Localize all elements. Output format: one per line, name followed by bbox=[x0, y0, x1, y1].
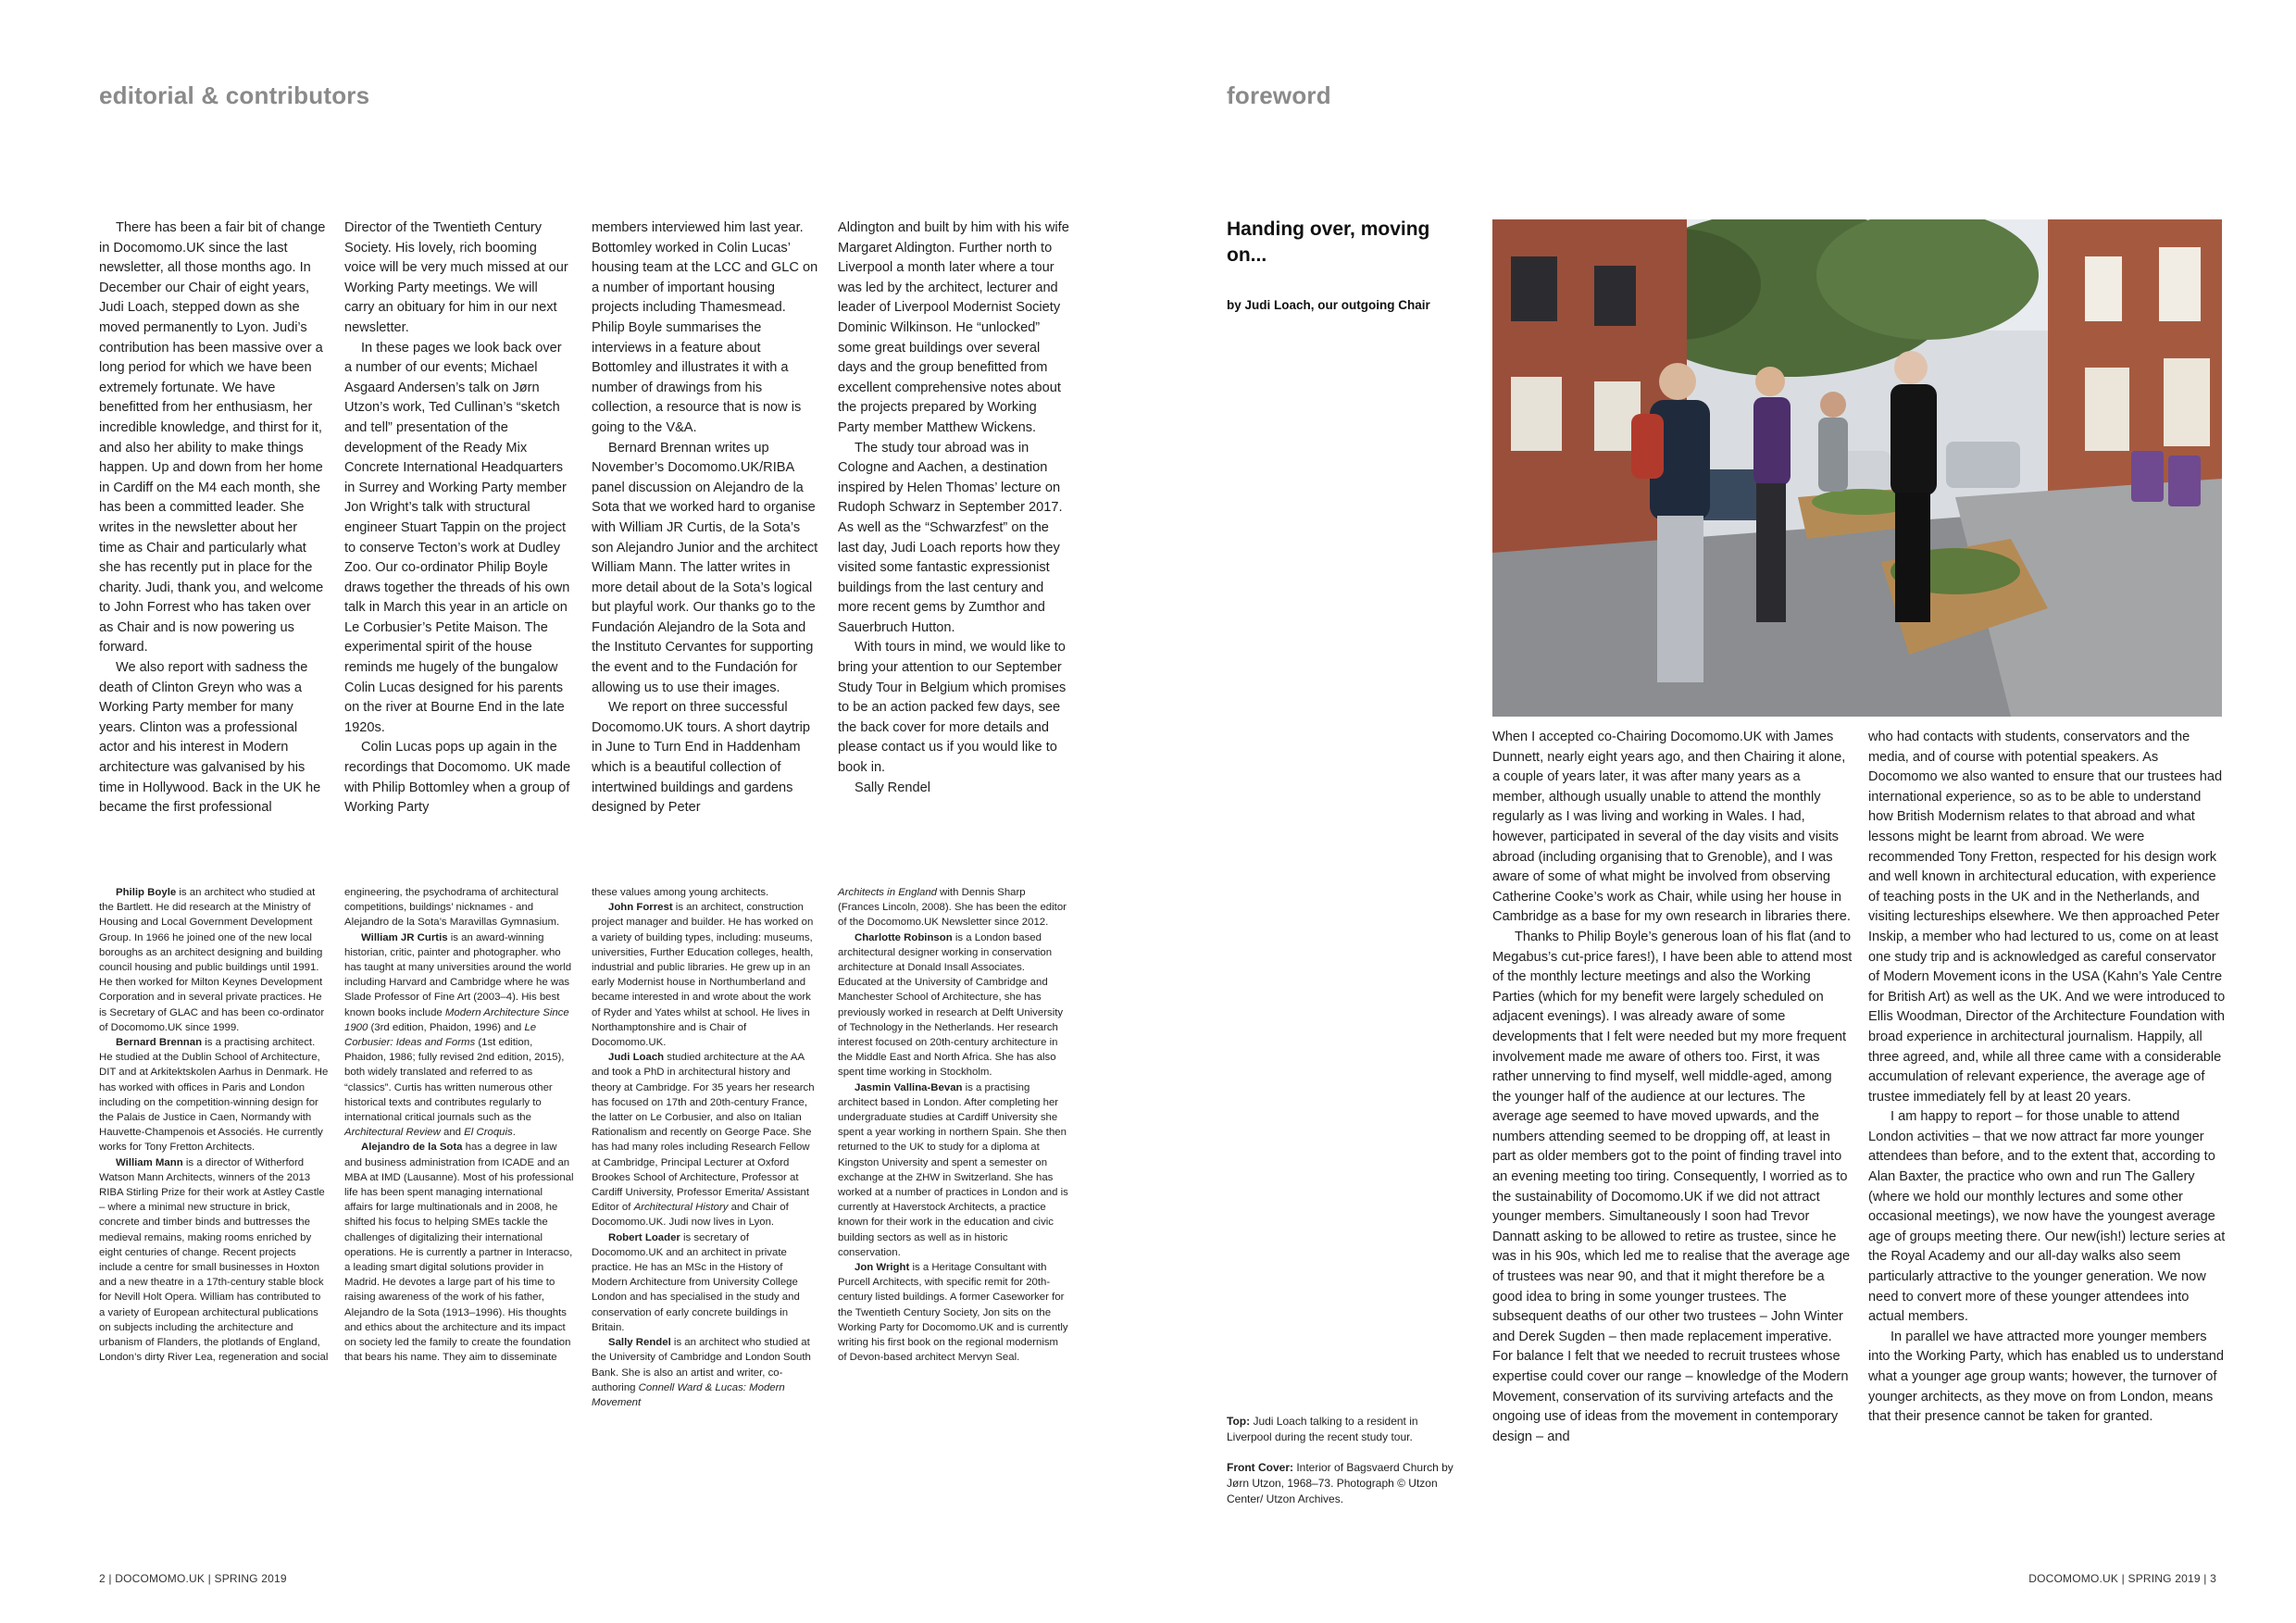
contributor-bio-continued: these values among young architects. bbox=[592, 887, 769, 898]
editorial-paragraph: The study tour abroad was in Cologne and Aachen, a destination inspired by Helen Thomas’ lecture on Rudoph Schwarz in September 2017. As well as the “Schwarzfest” on the last day, Judi Loach reports how they visited some fantastic expressionist buildings from the last century and more recent gems by Zumthor and Sauerbruch Hutton. bbox=[838, 440, 1063, 635]
editorial-paragraph: There has been a fair bit of change in Docomomo.UK since the last newsletter, all those months ago. In December our Chair of eight years, Judi Loach, stepped down as she moved permanently to Lyon. Judi’s contribution has been massive over a long period for which we have been extremely fortunate. We have benefitted from her enthusiasm, her incredible knowledge, and thirst for it, and also her ability to make things happen. Up and down from her home in Cardiff on the M4 each month, she has been a committed leader. She writes in the newsletter about her time as Chair and particularly what she has recently put in place for the charity. Judi, thank you, and welcome to John Forrest who has taken over as Chair and is now powering us forward. bbox=[99, 220, 326, 655]
contributor-name: Judi Loach bbox=[608, 1052, 665, 1064]
section-heading-editorial: editorial & contributors bbox=[99, 81, 370, 109]
contributor-name: Alejandro de la Sota bbox=[361, 1142, 463, 1154]
editorial-paragraph: Colin Lucas pops up again in the recordings that Docomomo. UK made with Philip Bottomley when a group of Working Party bbox=[344, 740, 571, 816]
bios-column-3 bbox=[592, 885, 821, 1410]
editorial-column-4 bbox=[838, 218, 1069, 798]
street-photo bbox=[1492, 219, 2222, 717]
contributor-bio: John Forrest is an architect, construction project manager and builder. He has worked on a variety of building types, including: museums, universities, Further Education colleges, health, industrial and public libraries. He grew up in an early Modernist house in Northumberland and became interested in and wrote about the work of Ryder and Yates whilst at school. He lives in Northamptonshire and is Chair of Docomomo.UK. bbox=[592, 902, 814, 1049]
contributor-bio: Robert Loader is secretary of Docomomo.UK and an architect in private practice. He has an MSc in the History of Modern Architecture from University College London and has specialised in the study and conservation of early concrete buildings in Britain. bbox=[592, 1231, 800, 1333]
editorial-column-2 bbox=[344, 218, 571, 818]
contributor-name: Charlotte Robinson bbox=[855, 931, 953, 943]
contributor-bio: William Mann is a director of Witherford Watson Mann Architects, winners of the 2013 RIBA Stirling Prize for their work at Astley Castle – where a minimal new structure in brick, concrete and timber binds and buttresses the medieval remains, making rooms enriched by eight centuries of change. Recent projects include a centre for small businesses in Hoxton and a new theatre in a 17th-century stable block for Nevill Holt Opera. William has contributed to a variety of European architectural publications on subjects including the architecture and urbanism of Flanders, the plotlands of England, London’s dirty River Lea, regeneration and social bbox=[99, 1156, 329, 1364]
editorial-paragraph: Bernard Brennan writes up November’s Docomomo.UK/RIBA panel discussion on Alejandro de la Sota that we worked hard to organise with William JR Curtis, de la Sota’s son Alejandro Junior and the architect William Mann. The latter writes in more detail about de la Sota’s logical but playful work. Our thanks go to the Fundación Alejandro de la Sota and the Instituto Cervantes for supporting the event and to the Fundación for allowing us to use their images. bbox=[592, 440, 818, 695]
editorial-paragraph: Director of the Twentieth Century Society. His lovely, rich booming voice will be very much missed at our Working Party meetings. We will carry an obituary for him in our next newsletter. bbox=[344, 220, 568, 335]
contributor-bio: Philip Boyle is an architect who studied at the Bartlett. He did research at the Ministry of Housing and Local Government Development Group. In 1966 he joined one of the new local boroughs as an architect designing and building council housing and public buildings until 1991. He then worked for Milton Keynes Development Corporation and in several private practices. He is Secretary of GLAC and has been co-ordinator of Docomomo.UK since 1999. bbox=[99, 887, 325, 1033]
contributor-name: Jon Wright bbox=[855, 1262, 910, 1274]
editorial-paragraph: We report on three successful Docomomo.UK tours. A short daytrip in June to Turn End in Haddenham which is a beautiful collection of intertwined buildings and gardens designed by Peter bbox=[592, 700, 811, 816]
right-page bbox=[1148, 0, 2296, 1623]
editorial-paragraph: We also report with sadness the death of Clinton Greyn who was a Working Party member for many years. Clinton was a professional actor and his interest in Modern architecture was galvanised by his time in Hollywood. Back in the UK he became the first professional bbox=[99, 660, 321, 816]
bios-column-4 bbox=[838, 885, 1069, 1366]
article-byline: by Judi Loach, our outgoing Chair bbox=[1227, 298, 1430, 312]
photo-caption: Top: Judi Loach talking to a resident in Liverpool during the recent study tour. bbox=[1227, 1415, 1418, 1443]
editorial-paragraph: members interviewed him last year. Bottomley worked in Colin Lucas’ housing team at the LCC and GLC on a number of important housing projects including Thamesmead. Philip Boyle summarises the interviews in a feature about Bottomley and illustrates it with a number of drawings from his collection, a resource that is now is going to the V&A. bbox=[592, 220, 818, 435]
contributor-name: Robert Loader bbox=[608, 1231, 680, 1243]
contributor-bio: Bernard Brennan is a practising architect. He studied at the Dublin School of Architecture, DIT and at Arkitektskolen Aarhus in Denmark. He has worked with offices in Paris and London including on the competition-winning design for the Palais de Justice in Caen, Normandy with Hauvette-Champenois et Associés. He currently works for Tony Fretton Architects. bbox=[99, 1037, 329, 1154]
editorial-column-3 bbox=[592, 218, 818, 818]
contributor-bio: Jon Wright is a Heritage Consultant with Purcell Architects, with specific remit for 20th-century listed buildings. A former Caseworker for the Twentieth Century Society, Jon sits on the Working Party for Docomomo.UK and is currently writing his first book on the regional modernism of Devon-based architect Mervyn Seal. bbox=[838, 1262, 1068, 1364]
foreword-paragraph: When I accepted co-Chairing Docomomo.UK with James Dunnett, nearly eight years ago, and then Chairing it alone, a couple of years later, it was after many years as a member, although usually unable to attend the monthly regularly as I was living and working in Wales. I had, however, participated in several of the day visits and visits abroad (including organising that to Grenoble), and I was aware of some of what might be involved from observing Catherine Cooke’s work as Chair, while using her house in Cambridge as a base for my own research in libraries there. bbox=[1492, 730, 1851, 925]
foreword-paragraph: I am happy to report – for those unable to attend London activities – that we now attract far more younger attendees than before, and to the extent that, according to Alan Baxter, the practice who own and run The Gallery (where we hold our monthly lectures and some other occasional meetings), we now have the youngest average age of groups meeting there. Our new(ish!) lecture series at the Royal Academy and our all-day walks also seem particularly attractive to the younger generation. We now need to convert more of these younger attendees into actual members. bbox=[1868, 1109, 2226, 1325]
foreword-column-2 bbox=[1868, 728, 2227, 1428]
contributor-name: William Mann bbox=[116, 1156, 183, 1168]
editorial-paragraph: With tours in mind, we would like to bring your attention to our September Study Tour in Belgium which promises to be an action packed few days, see the back cover for more details and please contact us if you would like to book in. bbox=[838, 640, 1067, 776]
contributor-name: Philip Boyle bbox=[116, 887, 177, 898]
cover-caption: Front Cover: Interior of Bagsvaerd Church by Jørn Utzon, 1968–73. Photograph © Utzon Center/ Utzon Archives. bbox=[1227, 1461, 1454, 1505]
contributor-name: William JR Curtis bbox=[361, 931, 448, 943]
contributor-bio-continued: Architects in England with Dennis Sharp (Frances Lincoln, 2008). She has been the editor of the Docomomo.UK Newsletter since 2012. bbox=[838, 887, 1067, 929]
bios-column-2 bbox=[344, 885, 574, 1366]
editorial-paragraph: In these pages we look back over a number of our events; Michael Asgaard Andersen’s talk on Jørn Utzon’s work, Ted Cullinan’s “sketch and tell” presentation of the development of the Ready Mix Concrete International Headquarters in Surrey and Working Party member Jon Wright’s talk with structural engineer Stuart Tappin on the project to conserve Tecton’s work at Dudley Zoo. Our co-ordinator Philip Boyle draws together the threads of his own talk in March this year in an article on Le Corbusier’s Petite Maison. The experimental spirit of the house reminds me hugely of the bungalow Colin Lucas designed for his parents on the river at Bourne End in the late 1920s. bbox=[344, 340, 570, 735]
contributor-bio: William JR Curtis is an award-winning historian, critic, painter and photographer. who has taught at many universities around the world including Harvard and Cambridge where he was Slade Professor of Fine Art (2003–4). His best known books include Modern Architecture Since 1900 (3rd edition, Phaidon, 1996) and Le Corbusier: Ideas and Forms (1st edition, Phaidon, 1986; fully revised 2nd edition, 2015), both widely translated and referred to as “classics”. Curtis has written numerous other historical texts and contributes regularly to international critical journals such as the Architectural Review and El Croquis. bbox=[344, 931, 572, 1139]
contributor-bio: Sally Rendel is an architect who studied at the University of Cambridge and London South Bank. She is also an artist and writer, co-authoring Connell Ward & Lucas: Modern Movement bbox=[592, 1337, 811, 1408]
contributor-name: John Forrest bbox=[608, 902, 673, 914]
article-title: Handing over, moving on... bbox=[1227, 218, 1430, 266]
editorial-signature: Sally Rendel bbox=[855, 780, 930, 795]
foreword-column-1 bbox=[1492, 728, 1853, 1447]
section-heading-foreword: foreword bbox=[1227, 81, 1331, 109]
contributor-bio: Charlotte Robinson is a London based architectural designer working in conservation architecture at Donald Insall Associates. Educated at the University of Cambridge and Manchester School of Architecture, she has previously worked in research at Delft University of Technology in the Netherlands. Her research interest focused on 20th-century architecture in the Middle East and North Africa. She has also spent time working in Stockholm. bbox=[838, 931, 1064, 1079]
foreword-paragraph: Thanks to Philip Boyle’s generous loan of his flat (and to Megabus’s cut-price fares!), I have been able to attend most of the monthly lecture meetings and also the Working Parties (which for my benefit were largely scheduled on adjacent evenings). I was already aware of some developments that I felt were needed but my more frequent involvement made me aware of others too. First, it was rather unnerving to find myself, well middle-aged, among the younger half of the audience at our lectures. The average age seemed to have moved upwards, and the numbers attending seemed to be dropping off, at least in part as older members got to the point of finding travel into an evening meeting too tiring. Consequently, I worried as to the sustainability of Docomomo.UK if we did not attract younger members. Simultaneously I soon had Trevor Dannatt asking to be allowed to retire as trustee, since he was in his 90s, which led me to realise that the average age of trustees was near 90, and that it might therefore be a good idea to bring in some younger trustees. The subsequent deaths of our other two trustees – John Winter and Derek Sugden – then made replacement imperative. For balance I felt that we needed to recruit trustees whose expertise could cover our range – knowledge of the Modern Movement, conservation of its surviving artefacts and the ongoing use of ideas from the movement in contemporary design – and bbox=[1492, 929, 1853, 1444]
foreword-paragraph: who had contacts with students, conservators and the media, and of course with potential speakers. As Docomomo we also wanted to ensure that our trustees had international experience, so as to be able to understand how British Modernism relates to that abroad and what lessons might be learnt from abroad. We were recommended Tony Fretton, respected for his design work and well known in architectural education, with experience of teaching posts in the UK and in the Netherlands, and visiting lectureships elsewhere. We then approached Peter Inskip, a member who had lectured to us, come on at least one study trip and is acknowledged as careful conservator of Modern Movement icons in the USA (Kahn’s Yale Centre for British Art) as well as the UK. And we were introduced to Ellis Woodman, Director of the Architecture Foundation with broad experience in architectural journalism. Happily, all three agreed, and, while all three came with a considerable accumulation of relevant experience, the average age of trustee immediately fell by at least 20 years. bbox=[1868, 730, 2226, 1105]
contributor-bio-continued: engineering, the psychodrama of architectural competitions, buildings’ nicknames - and Alejandro de la Sota’s Maravillas Gymnasium. bbox=[344, 887, 560, 929]
foreword-paragraph: In parallel we have attracted more younger members into the Working Party, which has enabled us to understand what a younger age group wants; however, the turnover of younger architects, as they move on from London, means that their presence cannot be taken for granted. bbox=[1868, 1329, 2224, 1425]
page-folio-right: DOCOMOMO.UK | SPRING 2019 | 3 bbox=[2028, 1572, 2216, 1585]
editorial-paragraph: Aldington and built by him with his wife Margaret Aldington. Further north to Liverpool a month later where a tour was led by the architect, lecturer and leader of Liverpool Modernist Society Dominic Wilkinson. He “unlocked” some great buildings over several days and the group benefitted from excellent comprehensive notes about the projects prepared by Working Party member Matthew Wickens. bbox=[838, 220, 1069, 435]
page-folio-left: 2 | DOCOMOMO.UK | SPRING 2019 bbox=[99, 1572, 287, 1585]
contributor-name: Sally Rendel bbox=[608, 1337, 671, 1349]
editorial-column-1 bbox=[99, 218, 326, 818]
bios-column-1 bbox=[99, 885, 329, 1366]
contributor-name: Bernard Brennan bbox=[116, 1037, 203, 1049]
contributor-bio: Jasmin Vallina-Bevan is a practising architect based in London. After completing her undergraduate studies at Cardiff University she spent a year working in northern Spain. She then returned to the UK to study for a diploma at Kingston University and spent a semester on exchange at the ZHW in Switzerland. She has worked at a number of practices in London and is currently at Haverstock Architects, a practice known for their work in the education and civic building sectors as well as in historic conservation. bbox=[838, 1081, 1068, 1258]
contributor-name: Jasmin Vallina-Bevan bbox=[855, 1081, 963, 1093]
contributor-bio: Judi Loach studied architecture at the AA and took a PhD in architectural history and theory at Cambridge. For 35 years her research has focused on 17th and 20th-century France, the latter on Le Corbusier, and also on Italian Rationalism and recently on George Pace. She has had many roles including Research Fellow at Cambridge, Principal Lecturer at Oxford Brookes School of Architecture, Professor at Cardiff University, Professor Emerita/ Assistant Editor of Architectural History and Chair of Docomomo.UK. Judi now lives in Lyon. bbox=[592, 1052, 815, 1229]
contributor-bio: Alejandro de la Sota has a degree in law and business administration from ICADE and an MBA at IMD (Lausanne). Most of his professional life has been spent managing international affairs for large multinationals and in 2008, he shifted his focus to helping SMEs tackle the challenges of digitalizing their international operations. He is currently a partner in Interacso, a leading smart digital solutions provider in Madrid. He devotes a large part of his time to raising awareness of the work of his father, Alejandro de la Sota (1913–1996). His thoughts and ethics about the architecture and its impact on society led the family to create the foundation that bears his name. They aim to disseminate bbox=[344, 1142, 574, 1364]
street-photo-illustration bbox=[1492, 219, 2222, 717]
